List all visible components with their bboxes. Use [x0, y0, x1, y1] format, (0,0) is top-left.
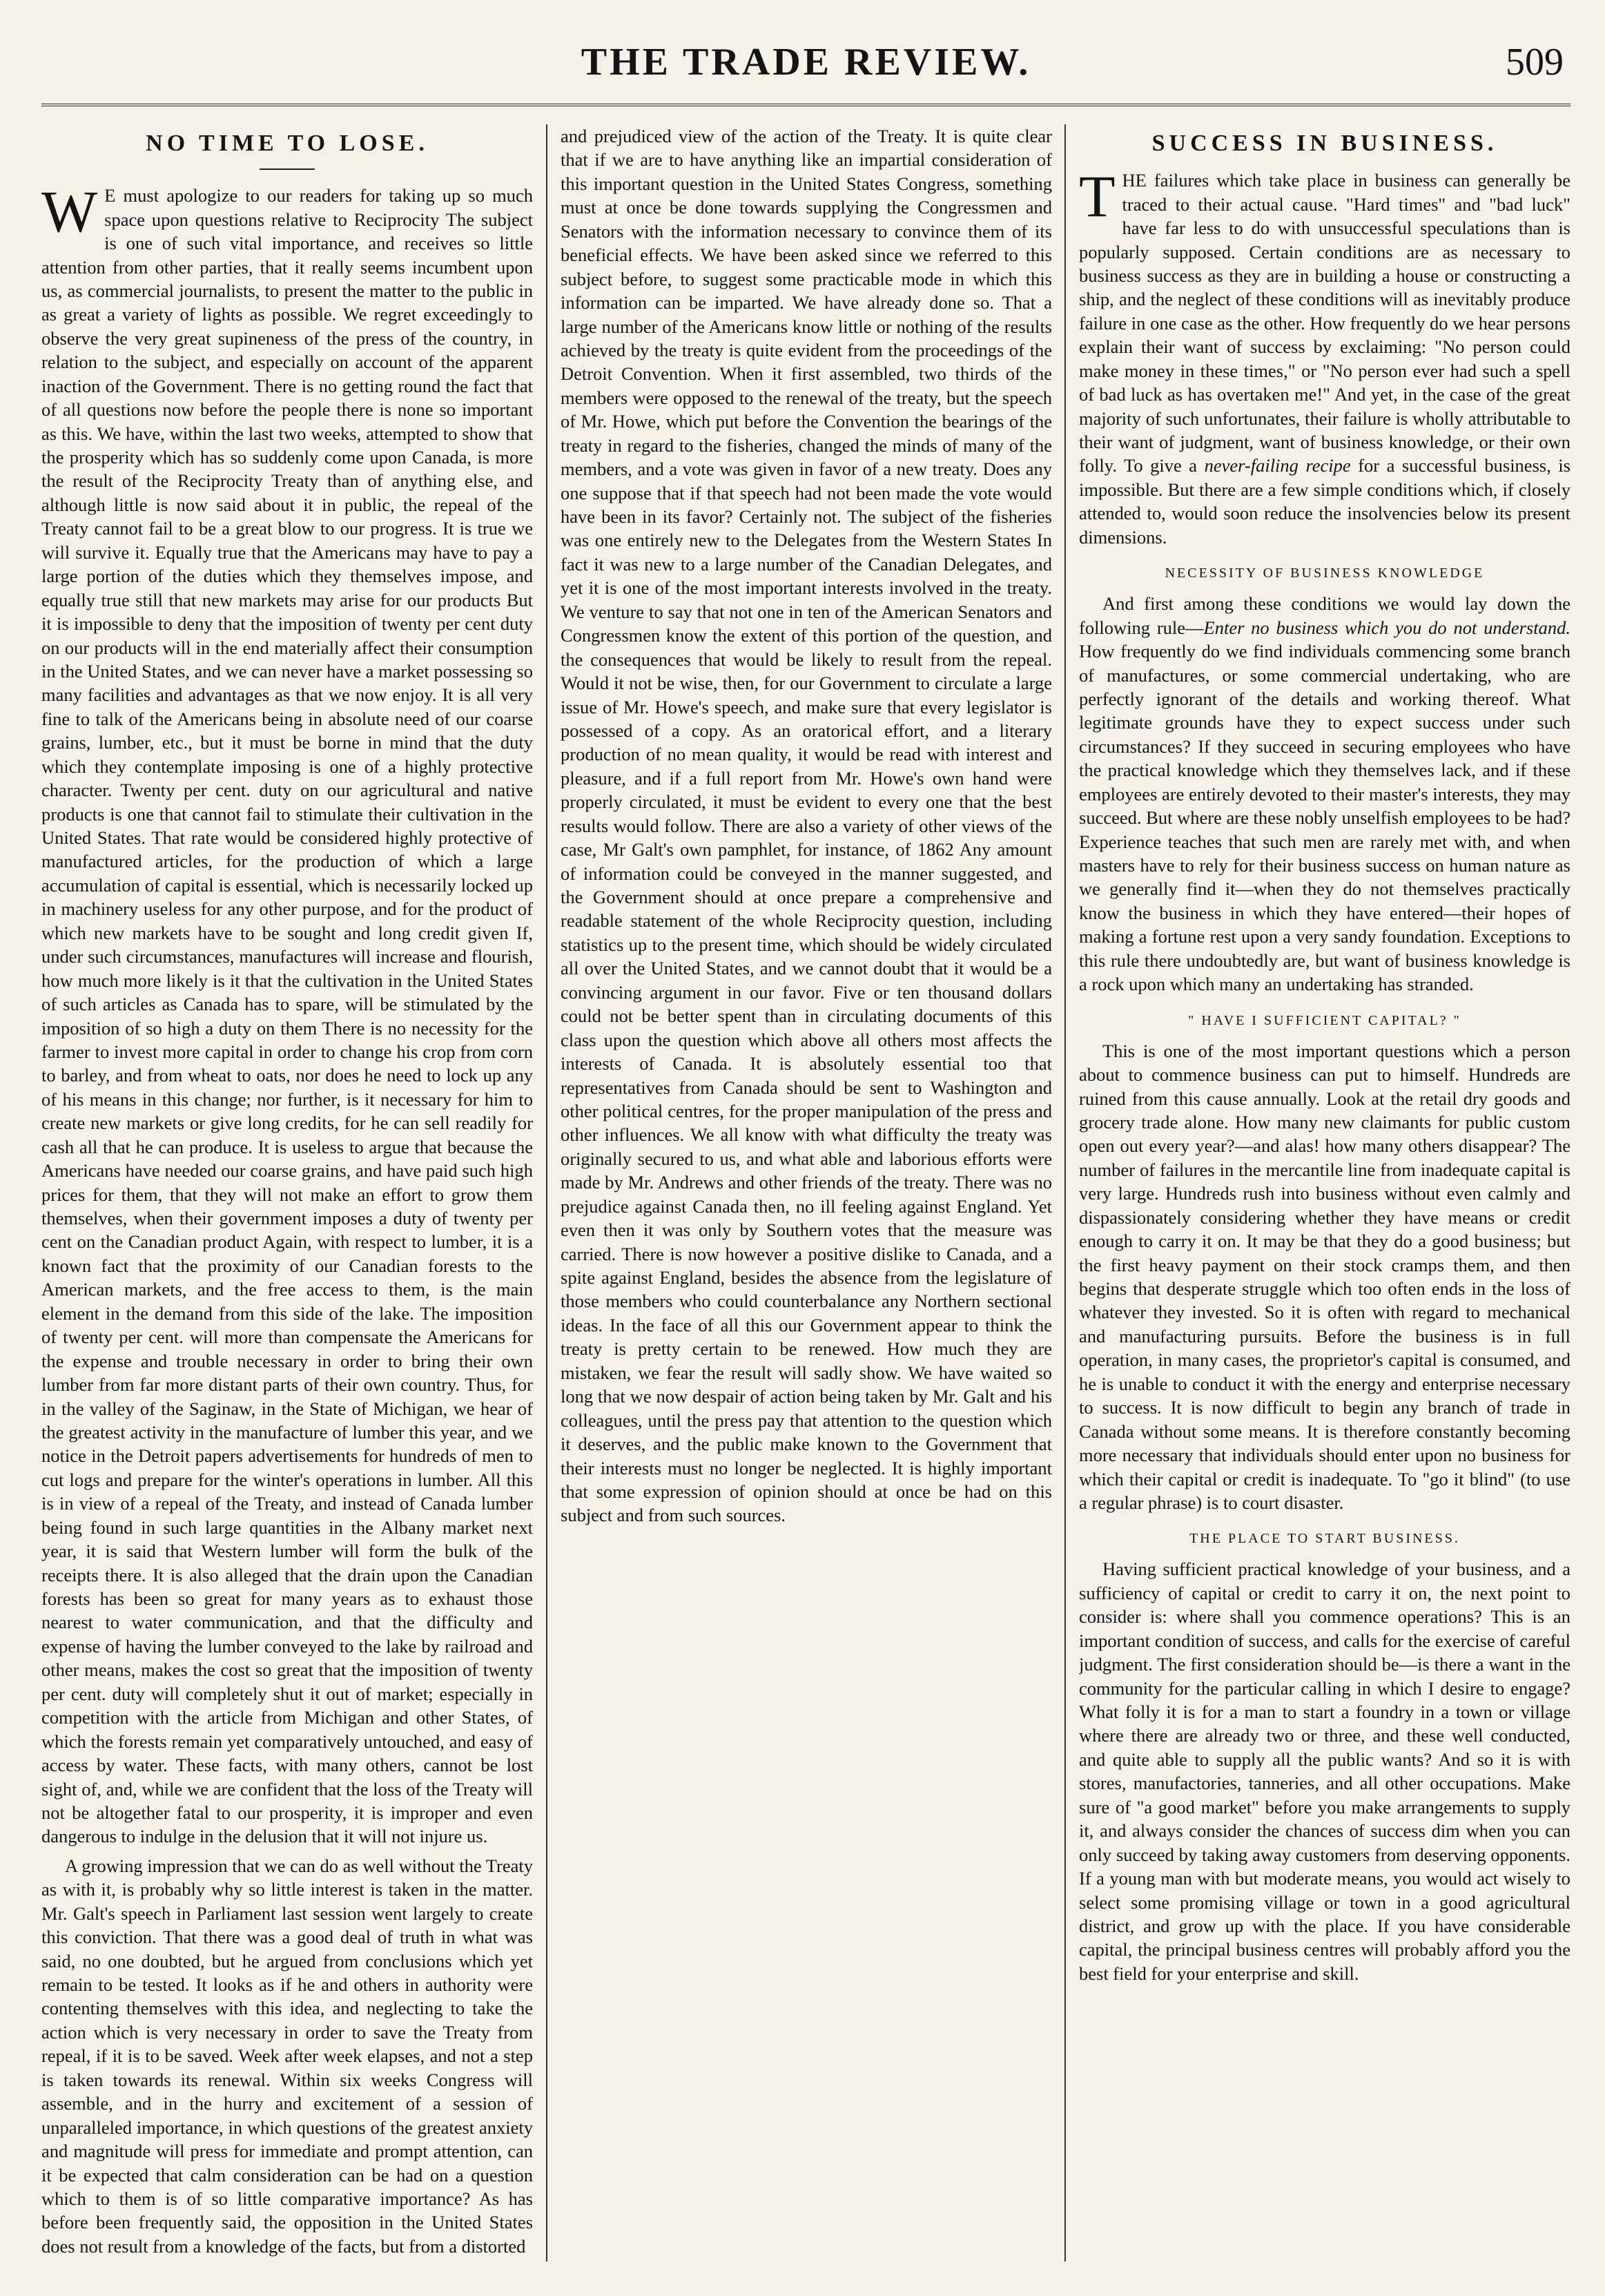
- subheading-sufficient-capital: " HAVE I SUFFICIENT CAPITAL? ": [1188, 1012, 1461, 1028]
- subheading-business-knowledge: NECESSITY OF BUSINESS KNOWLEDGE: [1165, 566, 1485, 581]
- article2-text-4: Having sufficient practical knowledge of your business, and a sufficiency of capital or credit to carry it on, the next point to consider is: where shall you commence operations? This is an important condition of success, and calls for the exercise of careful judgment. The first consideration should be—is there a want in the community for the particular calling in which I desire to engage? What folly it is for a man to start a foundry in a town or village where there are already two or three, and these well conducted, and quite able to supply all the public wants? And so it is with stores, manufactories, tanneries, and all other occupations. Make sure of "a good market" before you make arrangements to supply it, and always consider the chances of success dim when you can only succeed by taking away customers from deserving opponents. If a young man with but moderate means, you would act wisely to select some promising village or town in a good agricultural district, and grow up with the place. If you have considerable capital, the principal business centres will probably afford you the best field for your enterprise and skill.: [1079, 1559, 1570, 1984]
- column-2: [561, 124, 1052, 2261]
- title-rule: [260, 168, 315, 170]
- article2-italic-1: never-failing recipe: [1204, 455, 1351, 476]
- article2-paragraph-2: [1079, 592, 1570, 996]
- article1-paragraph-1: [41, 178, 533, 1849]
- article2-paragraph-4: [1079, 1557, 1570, 1985]
- newspaper-page: [41, 28, 1570, 2272]
- column-rule: [546, 124, 547, 2261]
- article-columns: [41, 124, 1570, 2261]
- column-1: [41, 124, 533, 2261]
- article2-text-3: This is one of the most important questions which a person about to commence business can put to himself. Hundreds are ruined from this cause annually. Look at the retail dry goods and grocery trade alone. How many new claimants for public custom open out every year?—and alas! how many others disappear? The number of failures in the mercantile line from inadequate capital is very large. Hundreds rush into business without even calmly and dispassionately considering whether they have means or credit enough to carry it on. It may be that they do a good business; but the first heavy payment on their stock cramps them, and then begins that desperate struggle which too often ends in the loss of whatever they invested. So it is often with regard to mechanical and manufacturing pursuits. Before the business is in full operation, in many cases, the proprietor's capital is consumed, and he is unable to conduct it with the energy and enterprise necessary to success. It is now difficult to begin any branch of trade in Canada without some means. It is therefore constantly becoming more necessary that individuals should enter upon no business for which their capital or credit is inadequate. To "go it blind" (to use a regular phrase) is to court disaster.: [1079, 1040, 1570, 1513]
- article1-paragraph-2-continued: and prejudiced view of the action of the Treaty. It is quite clear that if we are to have anything like an impartial consideration of this important question in the United States Congress, something must at once be done towards supplying the Congressmen and Senators with the information necessary to convince them of its beneficial effects. We have been asked since we referred to this subject before, to suggest some practicable mode in which this information can be imparted. We have already done so. That a large number of the Americans know little or nothing of the results achieved by the treaty is quite evident from the proceedings of the Detroit Convention. When it first assembled, two thirds of the members were opposed to the renewal of the treaty, but the speech of Mr. Howe, which put before the Convention the bearings of the treaty in regard to the fisheries, changed the minds of many of the members, and a vote was given in favor of a new treaty. Does any one suppose that if that speech had not been made the vote would have been in its favor? Certainly not. The subject of the fisheries was one entirely new to the Delegates from the Western States In fact it was new to a large number of the Canadian Delegates, and yet it is one of the most important interests involved in the treaty. We venture to say that not one in ten of the American Senators and Congressmen know the extent of this portion of the question, and the consequences that would be likely to result from the repeal. Would it not be wise, then, for our Government to circulate a large issue of Mr. Howe's speech, and make sure that every legislator is possessed of a copy. As an oratorical effort, and a literary production of no mean quality, it would be read with interest and pleasure, and if a full report from Mr. Howe's own hand were properly circulated, it must be evident to every one that the best results would follow. There are also a variety of other views of the case, Mr Galt's own pamphlet, for instance, of 1862 Any amount of information could be conveyed in the manner suggested, and the Government should at once prepare a comprehensive and readable statement of the whole Reciprocity question, including statistics up to the present time, which should be widely circulated all over the United States, and we cannot doubt that it would be a convincing argument in our favor. Five or ten thousand dollars could not be better spent than in circulating documents of this class upon the question which above all others most affects the interests of Canada. It is absolutely essential too that representatives from Canada should be sent to Washington and other political centres, for the proper manipulation of the press and other influences. We all know with what difficulty the treaty was originally secured to us, and what able and laborious efforts were made by Mr. Andrews and other friends of the treaty. There was no prejudice against Canada then, no ill feeling against England. Yet even then it was only by Southern votes that the measure was carried. There is now however a positive dislike to Canada, and a spite against England, besides the absence from the legislature of those members who could counterbalance any Northern sectional ideas. In the face of all this our Government appear to think the treaty is pretty certain to be renewed. How much they are mistaken, we fear the result will sadly show. We have waited so long that we now despair of action being taken by Mr. Galt and his colleagues, until the press pay that attention to the question which it deserves, and the public make known to the Government that their interests must no longer be neglected. It is highly important that some expression of opinion should at once be had on this subject and from such sources.: [561, 126, 1052, 1526]
- drop-cap: T: [1079, 163, 1116, 230]
- article2-text-2a: And first among these conditions we would lay down the following rule—: [1079, 593, 1570, 638]
- article2-paragraph-1: [1079, 163, 1570, 549]
- column-3: [1079, 124, 1570, 2261]
- article1-paragraph-2: [41, 1854, 533, 2258]
- article2-text-1-end: for a successful business, is impossible. But there are a few simple conditions which, if closely attended to, would soon reduce the insolvencies below its present dimensions.: [1079, 455, 1570, 548]
- article-title-no-time-to-lose: NO TIME TO LOSE.: [146, 131, 429, 156]
- drop-cap: W: [41, 178, 98, 245]
- page-number: 509: [1506, 41, 1564, 84]
- article1-text-1: E must apologize to our readers for taking up so much space upon questions relative to Reciprocity The subject is one of such vital importance, and receives so little attention from other parties, that it really seems incumbent upon us, as commercial journalists, to present the matter to the public in as great a variety of lights as possible. We regret exceedingly to observe the very great supineness of the press of the country, in relation to the subject, and especially on account of the apparent inaction of the Government. There is no getting round the fact that of all questions now before the people there is none so important as this. We have, within the last two weeks, attempted to show that the prosperity which has so suddenly come upon Canada, is more the result of the Reciprocity Treaty than of anything else, and although little is now said about it in public, the repeal of the Treaty cannot fail to be a great blow to our progress. It is true we will survive it. Equally true that the Americans may have to pay a large portion of the duties which they themselves impose, and equally true still that new markets may arise for our products But it is impossible to deny that the imposition of twenty per cent duty on our products will in the end materially affect their consumption in the United States, and we can never have a market possessing so many facilities and advantages as that we now enjoy. It is all very fine to talk of the Americans being in absolute need of our coarse grains, lumber, etc., but it must be borne in mind that the duty which they contemplate imposing is one of a highly protective character. Twenty per cent. duty on our agricultural and native products is one that cannot fail to stimulate their cultivation in the United States. That rate would be considered highly protective of manufactured articles, for the production of which a large accumulation of capital is essential, which is necessarily locked up in machinery useless for any other purpose, and for the product of which new markets have to be sought and long credit given If, under such circumstances, manufactures will increase and flourish, how much more likely is it that the cultivation in the United States of such articles as Canada has to spare, will be stimulated by the imposition of so high a duty on them There is no necessity for the farmer to invest more capital in order to change his crop from corn to barley, and from wheat to oats, nor does he need to lock up any of his means in this change; nor further, is it necessary for him to create new markets or give long credits, for he can sell readily for cash all that he can produce. It is useless to argue that because the Americans have needed our coarse grains, and have paid such high prices for them, that they will not make an effort to grow them themselves, when their government imposes a duty of twenty per cent on the Canadian product Again, with respect to lumber, it is a known fact that the proximity of our Canadian forests to the American markets, and the free access to them, is the main element in the demand from this side of the lake. The imposition of twenty per cent. will more than compensate the Americans for the expense and trouble necessary in order to bring their own lumber from far more distant parts of their own country. Thus, for in the valley of the Saginaw, in the State of Michigan, we hear of the greatest activity in the manufacture of lumber this year, and we notice in the Detroit papers advertisements for hundreds of men to cut logs and prepare for the winter's operations in lumber. All this is in view of a repeal of the Treaty, and instead of Canada lumber being found in such large quantities in the Albany market next year, it is said that Western lumber will form the bulk of the receipts there. It is also alleged that the drain upon the Canadian forests has been so great for many years as to exhaust those nearest to water communication, and that the difficulty and expense of having the lumber conveyed to the lake by railroad and other means, makes the cost so great that the imposition of twenty per cent. duty will completely shut it out of market; especially in competition with the article from Michigan and other States, of which the forests remain yet comparatively untouched, and easy of access by water. These facts, with many others, cannot be lost sight of, and, while we are confident that the loss of the Treaty will not be altogether fatal to our prosperity, it is improper and even dangerous to indulge in the delusion that it will not injure us.: [41, 185, 533, 1847]
- article2-text-1: HE failures which take place in business can generally be traced to their actual cause. "Hard times" and "bad luck" have far less to do with unsuccessful speculations than is popularly supposed. Certain conditions are as necessary to business success as they are in building a house or constructing a ship, and the neglect of these conditions will as inevitably produce failure in one case as the other. How frequently do we hear persons explain their want of success by exclaiming: "No person could make money in these times," or "No person ever had such a spell of bad luck as has overtaken me!" And yet, in the case of the great majority of such unfortunates, their failure is wholly attributable to their want of judgment, want of business knowledge, or their own folly. To give a: [1079, 170, 1570, 476]
- article2-paragraph-3: [1079, 1039, 1570, 1515]
- article-title-success-in-business: SUCCESS IN BUSINESS.: [1151, 131, 1498, 156]
- page-header: [41, 28, 1570, 106]
- subheading-place-to-start: THE PLACE TO START BUSINESS.: [1189, 1531, 1460, 1547]
- article2-text-2b: How frequently do we find individuals commencing some branch of manufactures, or some commercial undertaking, who are perfectly ignorant of the details and working thereof. What legitimate grounds have they to expect success under such circumstances? If they succeed in securing employees who have the practical knowledge which they themselves lack, and if these employees are entirely devoted to their master's interests, they may succeed. But where are these nobly unselfish employees to be had? Experience teaches that such men are rarely met with, and when masters have to rely for their business success on human nature as we generally find it—when they do not themselves practically know the business in which they have entered—their hopes of making a fortune rest upon a very sandy foundation. Exceptions to this rule there undoubtedly are, but want of business knowledge is a rock upon which many an undertaking has stranded.: [1079, 641, 1570, 995]
- masthead-title: THE TRADE REVIEW.: [581, 41, 1031, 84]
- article1-text-2: A growing impression that we can do as well without the Treaty as with it, is probably why so little interest is taken in the matter. Mr. Galt's speech in Parliament last session went largely to create this conviction. That there was a good deal of truth in what was said, no one doubted, but he argued from conclusions which yet remain to be tested. It looks as if he and others in authority were contenting themselves with this idea, and neglecting to take the action which is very necessary in order to save the Treaty from repeal, if it is to be saved. Week after week elapses, and not a step is taken towards its renewal. Within six weeks Congress will assemble, and in the hurry and excitement of a session of unparalleled importance, in which questions of the greatest anxiety and magnitude will press for immediate and prompt attention, can it be expected that calm consideration can be had on a question which to them is of so little comparative importance? As has before been frequently said, the opposition in the United States does not result from a knowledge of the facts, but from a distorted: [41, 1855, 533, 2257]
- article2-italic-2: Enter no business which you do not understand.: [1203, 617, 1570, 638]
- column-rule: [1064, 124, 1066, 2261]
